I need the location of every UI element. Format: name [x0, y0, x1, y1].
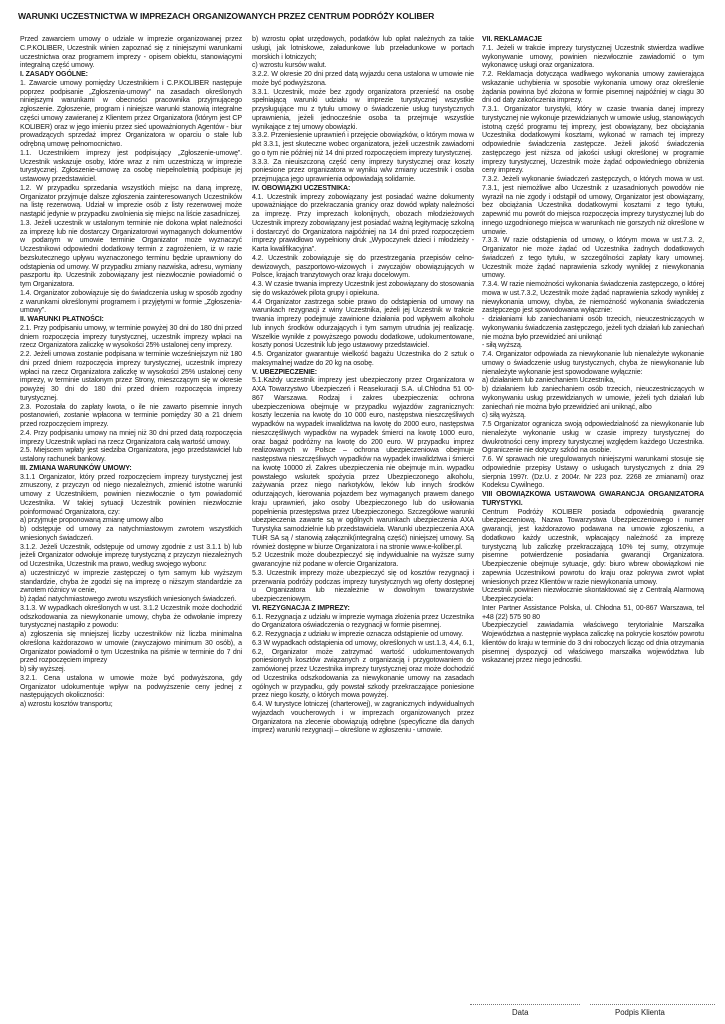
paragraph: Przed zawarciem umowy o udziale w imprezie organizowanej przez C.P.KOLIBER, Uczestnik winien zapoznać się z niniejszymi warunkami uczestnictwa oraz programem imprezy - opisem obiektu, stanowiącymi integralną część umowy.	[20, 36, 242, 70]
paragraph: 6.4. W turystyce lotniczej (charterowej), w zagranicznych indywidualnych wyjazdach voucherowych i w imprezach organizowanych przez Organizatora na zlecenie obowiązują odrębne (specyficzne dla danych imprez) warunki rezygnacji – określone w zgłoszeniu - umowie.	[252, 701, 474, 735]
section-heading: III. ZMIANA WARUNKÓW UMOWY:	[20, 464, 132, 472]
paragraph: 3.1.3. W wypadkach określonych w ust. 3.1.2 Uczestnik może dochodzić odszkodowania za niewykonanie umowy, chyba że odwołanie imprezy turystycznej nastąpiło z powodu:	[20, 604, 242, 630]
paragraph: 4.3. W czasie trwania imprezy Uczestnik jest zobowiązany do stosowania się do wskazówek pilota grupy i opiekuna.	[252, 281, 474, 297]
paragraph: 2.3. Pozostała do zapłaty kwota, o ile nie zawarto pisemnie innych postanowień, zostanie wpłacona w terminie pomiędzy 30 a 21 dniem przed rozpoczęciem imprezy.	[20, 403, 242, 428]
terms-column-2	[252, 36, 474, 736]
paragraph: a) zgłoszenia się mniejszej liczby uczestników niż liczba minimalna określona każdorazowo w umowie (zwyczajowo minimum 30 osób), a Organizator powiadomił o tym Uczestnika na piśmie w terminie do 7 dni przed rozpoczęciem imprezy	[20, 631, 242, 665]
paragraph: 5.3. Uczestnik imprezy może ubezpieczyć się od kosztów rezygnacji i przerwania podróży podczas imprezy turystycznych wg oferty dostępnej u Organizatora lub niezależnie w dowolnym towarzystwie ubezpieczeniowym.	[252, 569, 474, 603]
paragraph: 1.3. Jeżeli uczestnik w ustalonym terminie nie dokona wpłat należności za imprezę lub nie dostarczy Organizatorowi wymaganych dokumentów w podanym w umowie terminie Organizator może wyznaczyć Uczestnikowi odpowiedni dodatkowy termin z zagrożeniem, iż w razie bezskutecznego upływu wyznaczonego terminu będzie uprawniony do odstąpienia od umowy. W przypadku zmiany nazwiska, adresu, wymiany paszportu itp. Uczestnik zobowiązany jest niezwłocznie powiadomić o tym Organizatora.	[20, 219, 242, 288]
paragraph: 4.5. Organizator gwarantuje wielkość bagażu Uczestnika do 2 sztuk o maksymalnej wadze do 20 kg na osobę.	[252, 351, 474, 367]
paragraph: 7.6. W sprawach nie uregulowanych niniejszymi warunkami stosuje się odpowiednie przepisy Ustawy o usługach turystycznych z dnia 29 sierpnia 1997r. (Dz.U. z 2004r. Nr 223 poz. 2268 ze zmianami) oraz Kodeksu Cywilnego.	[482, 456, 704, 490]
date-label: Data	[512, 1008, 529, 1017]
paragraph: 3.3.3. Za nieuiszczoną część ceny imprezy turystycznej oraz koszty poniesione przez organizatora w wyniku w/w zmiany uczestnik i osoba przejmująca jego uprawnienia odpowiadają solidarnie.	[252, 158, 474, 183]
paragraph: - działaniami lub zaniechaniami osób trzecich, nieuczestniczących w wykonywaniu świadczenia zastępczego, jeżeli tych działań lub zaniechań nie można było przewidzieć ani uniknąć	[482, 316, 704, 341]
paragraph: 1.2. W przypadku sprzedania wszystkich miejsc na daną imprezę, Organizator przyjmuje dalsze zgłoszenia zainteresowanych Uczestników na listę rezerwową. Udział w imprezie osób z listy rezerwowej może nastąpić jedynie w przypadku zwolnienia się miejsc na liście zasadniczej.	[20, 184, 242, 218]
paragraph: 2.2. Jeżeli umowa zostanie podpisana w terminie wcześniejszym niż 180 dni przed dniem rozpoczęcia imprezy turystycznej, uczestnik imprezy wpłaci na rzecz Organizatora zaliczkę w wysokości 25% ustalonej ceny imprezy, w terminie ustalonym przez Strony, mieszczącym się w okresie powyżej 30 dni do 180 dni przed dniem rozpoczęcia imprezy turystycznej.	[20, 351, 242, 402]
paragraph: - siłą wyższą.	[482, 342, 523, 350]
terms-column-3	[482, 36, 704, 666]
paragraph: 7.4. Organizator odpowiada za niewykonanie lub nienależyte wykonanie umowy o świadczenie usług turystycznych, chyba że niewykonanie lub nienależyte wykonanie jest spowodowane wyłącznie:	[482, 351, 704, 376]
paragraph: 2.1. Przy podpisaniu umowy, w terminie powyżej 30 dni do 180 dni przed dniem rozpoczęcia imprezy turystycznej, uczestnik imprezy wpłaci na rzecz Organizatora zaliczkę w wysokości 25% ustalonej ceny imprezy.	[20, 324, 242, 350]
section-heading: V. UBEZPIECZENIE:	[252, 368, 317, 376]
paragraph: 5.2 Uczestnik może doubezpieczyć się indywidualnie na wyższe sumy gwarancyjne niż podane w ofercie Organizatora.	[252, 552, 474, 568]
paragraph: Inter Partner Assistance Polska, ul. Chłodna 51, 00-867 Warszawa, tel +48 (22) 575 90 80	[482, 604, 704, 621]
paragraph: Centrum Podróży KOLIBER posiada odpowiednią gwarancję ubezpieczeniową. Nazwa Towarzystwa Ubezpieczeniowego i numer gwarancji, jest każdorazowo podawana na umowie zgłoszeniu, a dodatkowo każdy uczestnik, wpłacający należność za imprezę turystyczną lub zaliczkę przekraczającą 10% tej sumy, otrzymuje pisemne potwierdzenie posiadania gwarancji Organizatora. Ubezpieczenie obejmuje sytuacje, gdy: biuro wbrew obowiązkowi nie zapewnia Uczestnikowi powrotu do kraju oraz pokrywa zwrot wpłat wniesionych przez Klientów w razie niewykonania umowy.	[482, 508, 704, 586]
paragraph: a) przyjmuje proponowaną zmianę umowy albo	[20, 517, 164, 525]
paragraph: 7.2. Reklamacja dotycząca wadliwego wykonania umowy zawierająca wskazanie uchybienia w sposobie wykonania umowy oraz określenie żądania powinna być złożona w formie pisemnej najpóźniej w ciągu 30 dni od daty zakończenia imprezy.	[482, 71, 704, 105]
paragraph: 6.2. Rezygnacja z udziału w imprezie oznacza odstąpienie od umowy.	[252, 631, 464, 638]
date-signature-field	[470, 1004, 580, 1024]
paragraph: 7.1. Jeżeli w trakcie imprezy turystycznej Uczestnik stwierdza wadliwe wykonywanie umowy, powinien niezwłocznie zawiadomić o tym wykonawcę usługi oraz organizatora.	[482, 44, 704, 70]
paragraph: 4.1. Uczestnik imprezy zobowiązany jest posiadać ważne dokumenty upoważniające do przekraczania granicy oraz dowód wpłaty należności za imprezę. Przy imprezach kolonijnych, obozach młodzieżowych Uczestnik imprezy zobowiązany jest posiadać ważną legitymację szkolną i dostarczyć do Organizatora najpóźniej na 14 dni przed rozpoczęciem imprezy prawidłowo wypełniony druk „Wypoczynek dzieci i młodzieży - Karta kwalifikacyjna”.	[252, 193, 474, 253]
paragraph: 2.4. Przy podpisaniu umowy na mniej niż 30 dni przed datą rozpoczęcia imprezy Uczestnik wpłaci na rzecz Organizatora całą wartość umowy.	[20, 429, 242, 446]
paragraph: 3.2.1. Cena ustalona w umowie może być podwyższona, gdy Organizator udokumentuje wpływ na podwyższenie ceny jednej z następujących okoliczności:	[20, 674, 242, 700]
paragraph: 7.3.1. Organizator turystyki, który w czasie trwania danej imprezy turystycznej nie wykonuje przewidzianych w umowie usług, stanowiących istotną część programu tej imprezy, jest obowiązany, bez obciążania Uczestnika dodatkowymi kosztami, wykonać w ramach tej imprezy odpowiednie świadczenia zastępcze. Jeżeli jakość świadczenia zastępczego jest niższa od jakości usługi określonej w programie imprezy turystycznej, Uczestnik może żądać odpowiedniego obniżenia ceny imprezy.	[482, 106, 704, 175]
paragraph: 1. Zawarcie umowy pomiędzy Uczestnikiem i C.P.KOLIBER następuje poprzez podpisanie „Zgłoszenia-umowy” na zasadach określonych niniejszymi warunkami w obecności pracownika przyjmującego zgłoszenie. Zgłoszenie, program i niniejsze warunki stanowią integralne części umowy zawieranej z Klientem przez Organizatora (którym jest CP KOLIBER) oraz w jego imieniu przez sieć upoważnionych Agentów - biur prowadzących sprzedaż imprez Organizatora w oparciu o stałe lub odrębną umowę pełnomocnictwo.	[20, 79, 242, 148]
paragraph: 3.3.2. Przeniesienie uprawnień i przejęcie obowiązków, o którym mowa w pkt 3.3.1, jest skuteczne wobec organizatora, jeżeli uczestnik zawiadomi go o tym nie później niż 14 dni przed rozpoczęciem imprezy turystycznej.	[252, 132, 474, 157]
paragraph: 5.1.Każdy uczestnik imprezy jest ubezpieczony przez Organizatora w AXA Towarzystwo Ubezpieczeń i Reasekuracji S.A. ul.Chłodna 51 00-867 Warszawa. Rodzaj i zakres ubezpieczenia: ochrona ubezpieczeniowa obejmuje w przypadku wyjazdów zagranicznych: koszty leczenia na kwotę do 10 000 euro, następstwa nieszczęśliwych wypadków na wypadek inwalidztwa na kwotę do 2000 euro, następstwa nieszczęśliwych wypadków na wypadek śmierci na kwotę 1000 euro, oraz bagaż podróżny na kwotę do 200 euro. W przypadku imprez realizowanych w Polsce – ochrona ubezpieczeniowa obejmuje następstwa nieszczęśliwych wypadków na wypadek inwalidztwa i śmierci na kwotę 10000 zł. Zakres ubezpieczenia nie obejmuje m.in. wypadku powstałego wskutek spożycia przez Ubezpieczonego alkoholu, zażywania przez niego narkotyków, leków lub innych środków odurzających, kierowania pojazdem bez wymaganych prawem danego kraju uprawnień, jako osoby Ubezpieczonego lub do usiłowania popełnienia przestępstwa przez Ubezpieczonego. Szczegółowe warunki ubezpieczenia zawarte są w ogólnych warunkach ubezpieczenia AXA Turystyka samodzielnie lub przedstawiciela. Warunki ubezpieczenia AXA TUiR SA są / stanowią załącznik(integralną część) niniejszej umowy. Są również dostępne w biurze Organizatora i na stronie www.e-koliber.pl.	[252, 377, 474, 551]
paragraph: b) działaniem lub zaniechaniem osób trzecich, nieuczestniczących w wykonywaniu usług przewidzianych w umowie, jeżeli tych działań lub zaniechań nie można było przewidzieć ani uniknąć, albo	[482, 386, 704, 411]
section-heading: II. WARUNKI PŁATNOŚCI:	[20, 316, 104, 323]
client-signature-field	[590, 1004, 715, 1024]
paragraph: b) wzrostu opłat urzędowych, podatków lub opłat należnych za takie usługi, jak lotniskowe, załadunkowe lub przeładunkowe w portach morskich i lotniczych;	[252, 36, 474, 61]
paragraph: 2.5. Miejscem wpłaty jest siedziba Organizatora, jego przedstawiciel lub ustalony rachunek bankowy.	[20, 447, 242, 463]
section-heading: VII. REKLAMACJE	[482, 36, 542, 43]
paragraph: 3.2.2. W okresie 20 dni przed datą wyjazdu cena ustalona w umowie nie może być podwyższona.	[252, 71, 474, 87]
section-heading: I. ZASADY OGÓLNE:	[20, 71, 88, 78]
paragraph: 3.1.2. Jeżeli Uczestnik, odstępuje od umowy zgodnie z ust 3.1.1 b) lub jeżeli Organizator odwołuje imprezę turystyczną z przyczyn niezależnych od Uczestnika, Uczestnik ma prawo, według swojego wyboru:	[20, 543, 242, 568]
paragraph: 6.3 W wypadkach odstąpienia od umowy, określonych w ust.1.3, 4.4, 6.1, 6.2, Organizator może zatrzymać wartość udokumentowanych poniesionych kosztów związanych z organizacją i przygotowaniem do zamówionej przez Uczestnika imprezy turystycznej oraz może dochodzić od Uczestnika odszkodowania za niewykonanie umowy na zasadach ogólnych w przypadku, gdy powstał szkody przekraczające poniesione przez niego koszty, o których mowa powyżej.	[252, 639, 474, 700]
date-signature-line	[470, 1004, 580, 1005]
paragraph: b) żądać natychmiastowego zwrotu wszystkich wniesionych świadczeń.	[20, 596, 237, 603]
paragraph: 1.4. Organizator zobowiązuje się do świadczenia usług w sposób zgodny z warunkami określonymi programem i przyjętymi w formie „Zgłoszenia-umowy”.	[20, 289, 242, 315]
paragraph: 3.1.1 Organizator, który przed rozpoczęciem imprezy turystycznej jest zmuszony, z przyczyn od niego niezależnych, zmienić istotne warunki umowy z Uczestnikiem, powinien niezwłocznie o tym powiadomić Uczestnika. W takiej sytuacji Uczestnik powinien niezwłocznie poinformować Organizatora, czy:	[20, 473, 242, 516]
section-heading: VIII OBOWIĄZKOWA USTAWOWA GWARANCJA ORGANIZATORA TURYSTYKI.	[482, 491, 704, 507]
paragraph: a) uczestniczyć w imprezie zastępczej o tym samym lub wyższym standardzie, chyba że zgodzi się na imprezę o niższym standardzie za zwrotem różnicy w cenie,	[20, 569, 242, 595]
paragraph: 7.3.4. W razie niemożności wykonania świadczenia zastępczego, o której mowa w ust.7.3.2, Uczestnik może żądać naprawienia szkody wynikłej z niewykonania umowy, chyba, że niemożność wykonania świadczenia zastępczego jest spowodowana wyłącznie:	[482, 281, 704, 315]
paragraph: c) siłą wyższą.	[482, 412, 526, 420]
paragraph: a) działaniem lub zaniechaniem Uczestnika,	[482, 377, 615, 385]
paragraph: 7.3.2. Jeżeli wykonanie świadczeń zastępczych, o których mowa w ust. 7.3.1, jest niemożliwe albo Uczestnik z uzasadnionych powodów nie wyraził na nie zgody i odstąpił od umowy, Organizator jest obowiązany, bez obciążania Uczestnika dodatkowymi kosztami z tego tytułu, zapewnić mu powrót do miejsca rozpoczęcia imprezy turystycznej lub do innego uzgodnionego miejsca w warunkach nie gorszych niż określone w umowie.	[482, 176, 704, 236]
paragraph: b) odstępuje od umowy za natychmiastowym zwrotem wszystkich wniesionych świadczeń.	[20, 526, 242, 542]
paragraph: 1.1. Uczestnikiem imprezy jest podpisujący „Zgłoszenie-umowę”. Uczestnik wskazuje osoby, które wraz z nim uczestniczą w imprezie turystycznej. Zgłoszenie-umowę za osobę niepełnoletnią podpisuje jej ustawowy przedstawiciel.	[20, 149, 242, 183]
document-title: WARUNKI UCZESTNICTWA W IMPREZACH ORGANIZOWANYCH PRZEZ CENTRUM PODRÓŻY KOLIBER	[18, 11, 435, 21]
section-heading: IV. OBOWIĄZKI UCZESTNIKA:	[252, 184, 351, 192]
client-signature-label: Podpis Klienta	[615, 1008, 665, 1017]
paragraph: 4.4 Organizator zastrzega sobie prawo do odstąpienia od umowy na warunkach rezygnacji z winy Uczestnika, jeżeli jej Uczestnik w trakcie trwania imprezy podejmuje zawinione działania pod wpływem alkoholu lub innych środków odurzających i tym samym utrudnia jej realizację. Wszelkie wynikłe z powyższego powodu dodatkowe, udokumentowane, koszty ponosi Uczestnik lub jego ustawowy przedstawiciel.	[252, 298, 474, 350]
paragraph: 6.1. Rezygnacja z udziału w imprezie wymaga złożenia przez Uczestnika do Organizatora oświadczenia o rezygnacji w formie pisemnej.	[252, 613, 474, 630]
client-signature-line	[590, 1004, 715, 1005]
paragraph: Uczestnik powinien niezwłocznie skontaktować się z Centralą Alarmową Ubezpieczyciela:	[482, 587, 704, 603]
paragraph: 7.3.3. W razie odstąpienia od umowy, o którym mowa w ust.7.3. 2, Organizator nie może żądać od Uczestnika żadnych dodatkowych świadczeń z tego tytułu, w szczególności zapłaty kary umownej. Uczestnik może żądać naprawienia szkody wynikłej z niewykonania umowy.	[482, 237, 704, 280]
paragraph: 3.3.1. Uczestnik, może bez zgody organizatora przenieść na osobę spełniającą warunki udziału w imprezie turystycznej wszystkie przysługujące mu z tytułu umowy o świadczenie usług turystycznych uprawnienia, jeżeli jednocześnie osoba ta przejmuje wszystkie wynikające z tej umowy obowiązki.	[252, 88, 474, 131]
paragraph: a) wzrostu kosztów transportu;	[20, 701, 113, 708]
paragraph: b) siły wyższej.	[20, 666, 66, 673]
paragraph: 7.5 Organizator ogranicza swoją odpowiedzialność za niewykonanie lub nienależyte wykonanie usług w czasie imprezy turystycznej do dwukrotności ceny imprezy turystycznej względem każdego Uczestnika. Ograniczenie nie dotyczy szkód na osobie.	[482, 421, 704, 455]
paragraph: 4.2. Uczestnik zobowiązuje się do przestrzegania przepisów celno-dewizowych, paszportowo-wizowych i zwyczajów obowiązujących w Polsce, krajach tranzytowych oraz kraju docelowym.	[252, 254, 474, 280]
terms-column-1	[20, 36, 242, 710]
section-heading: VI. REZYGNACJA Z IMPREZY:	[252, 604, 350, 612]
paragraph: c) wzrostu kursów walut.	[252, 62, 327, 70]
paragraph: Ubezpieczyciel zawiadamia właściwego terytorialnie Marszałka Województwa a następnie wypłaca zaliczkę na pokrycie kosztów powrotu klientów do kraju w terminie do 3 dni roboczych licząc od dnia otrzymania pisemnej dyspozycji od właściwego marszałka województwa lub wskazanej przez niego jednostki.	[482, 622, 704, 665]
